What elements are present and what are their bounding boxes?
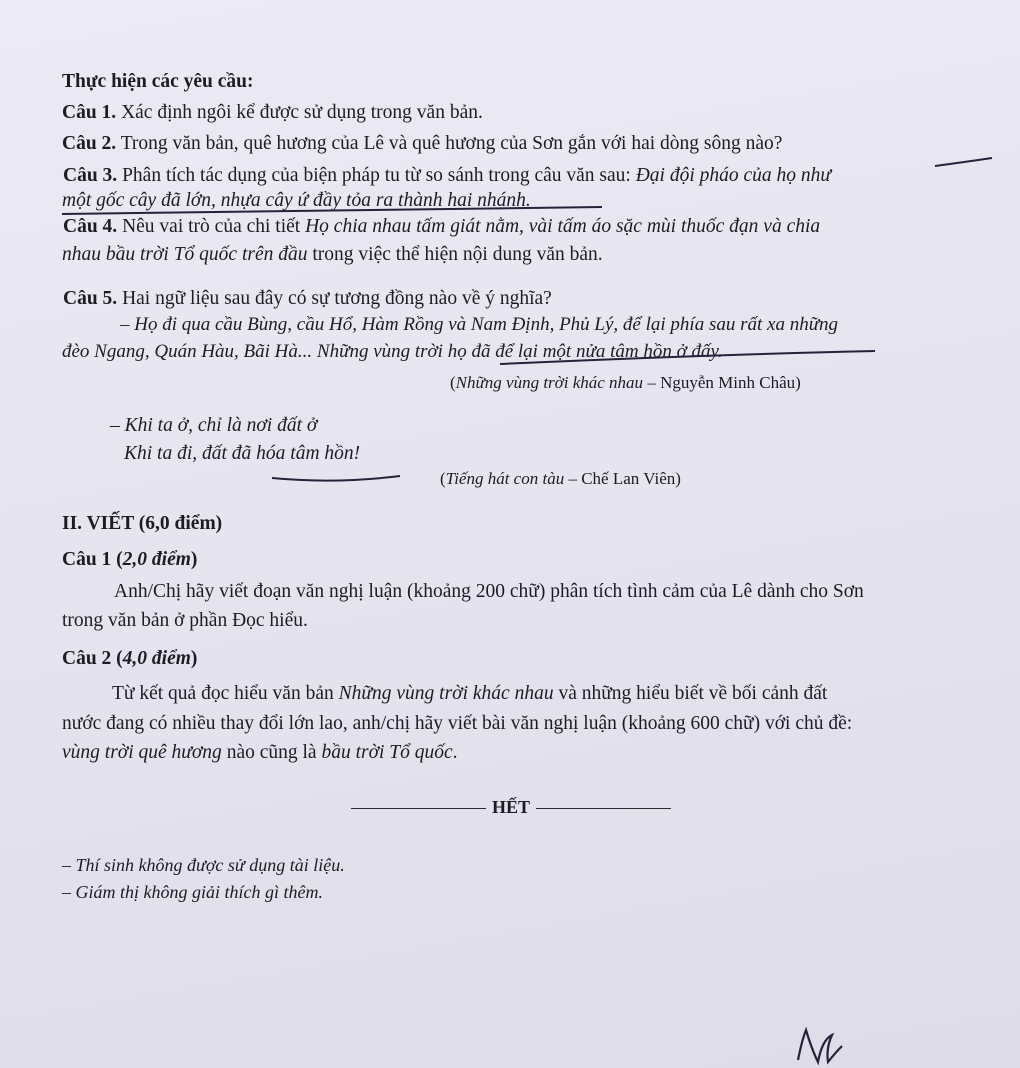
- writing-question-2-text-3: nào cũng là: [221, 742, 322, 763]
- question-4-label: Câu 4.: [63, 216, 118, 237]
- writing-question-2-topic-1: vùng trời quê hương: [62, 742, 222, 763]
- question-4-line-1: [63, 215, 820, 239]
- writing-question-2-end: .: [452, 742, 458, 763]
- excerpt-2-source: (Tiếng hát con tàu – Chế Lan Viên): [440, 469, 681, 488]
- end-marker: [345, 795, 677, 819]
- writing-question-2-line-2: nước đang có nhiều thay đổi lớn lao, anh/chị hãy viết bài văn nghị luận (khoảng 600 chữ) với chủ đề:: [62, 713, 853, 734]
- question-5: [63, 287, 552, 311]
- writing-question-2-text-1a: Từ kết quả đọc hiểu văn bản: [112, 683, 339, 704]
- excerpt-2-source-title: Tiếng hát con tàu: [445, 469, 565, 488]
- writing-question-2-heading: Câu 2 (4,0 điểm): [62, 648, 198, 669]
- instructions-heading: Thực hiện các yêu cầu:: [62, 71, 254, 92]
- question-4-text-2: trong việc thể hiện nội dung văn bản.: [307, 244, 603, 265]
- writing-question-2-text-1b: và những hiểu biết về bối cảnh đất: [553, 683, 828, 704]
- writing-question-2-line-3: [62, 741, 458, 765]
- writing-heading: II. VIẾT (6,0 điểm): [62, 513, 223, 534]
- question-1-text: Xác định ngôi kể được sử dụng trong văn bản.: [116, 102, 483, 123]
- pen-underline-excerpt-2: [272, 476, 400, 481]
- excerpt-1-line-2: đèo Ngang, Quán Hàu, Bãi Hà... Những vùng trời họ đã để lại một nửa tâm hồn ở đấy.: [62, 341, 723, 362]
- pen-underline-q3-top: [935, 158, 992, 166]
- excerpt-2-line-2: Khi ta đi, đất đã hóa tâm hồn!: [124, 443, 361, 464]
- question-2: [62, 132, 782, 156]
- footer-note-2: – Giám thị không giải thích gì thêm.: [62, 882, 323, 902]
- end-rule-left: [351, 808, 486, 809]
- writing-question-1-heading: Câu 1 (2,0 điểm): [62, 549, 198, 570]
- footer-note-1: – Thí sinh không được sử dụng tài liệu.: [62, 855, 345, 875]
- question-4-quote-2: nhau bầu trời Tổ quốc trên đầu: [62, 244, 308, 265]
- question-4-quote-1: Họ chia nhau tấm giát nằm, vài tấm áo sặc mùi thuốc đạn và chia: [305, 216, 821, 237]
- writing-question-1-points: 2,0 điểm: [122, 549, 191, 570]
- handwritten-signature: [798, 1030, 842, 1062]
- question-3-label: Câu 3.: [63, 165, 118, 186]
- writing-question-1-line-1: Anh/Chị hãy viết đoạn văn nghị luận (khoảng 200 chữ) phân tích tình cảm của Lê dành cho Sơn: [114, 581, 864, 602]
- question-1: [62, 101, 483, 125]
- writing-question-2-topic-2: bầu trời Tổ quốc: [321, 742, 453, 763]
- writing-question-2-line-1: [112, 682, 827, 706]
- excerpt-1-line-1: – Họ đi qua cầu Bùng, cầu Hổ, Hàm Rồng và Nam Định, Phủ Lý, để lại phía sau rất xa những: [120, 314, 839, 335]
- question-1-label: Câu 1.: [62, 102, 117, 123]
- question-3-line-1: [63, 164, 831, 188]
- excerpt-1-source-author: – Nguyễn Minh Châu: [643, 373, 796, 392]
- question-4-text-1: Nêu vai trò của chi tiết: [117, 216, 306, 237]
- end-marker-text: HẾT: [492, 797, 531, 817]
- question-3-quote-end: một gốc cây đã lớn, nhựa cây ứ đầy tỏa ra thành hai nhánh.: [62, 190, 531, 211]
- writing-question-2-points: 4,0 điểm: [122, 648, 191, 669]
- excerpt-2-line-1: – Khi ta ở, chỉ là nơi đất ở: [110, 415, 318, 436]
- question-5-text: Hai ngữ liệu sau đây có sự tương đồng nào về ý nghĩa?: [117, 288, 552, 309]
- question-5-label: Câu 5.: [63, 288, 118, 309]
- question-3-text: Phân tích tác dụng của biện pháp tu từ so sánh trong câu văn sau:: [117, 165, 636, 186]
- excerpt-1-source-title: Những vùng trời khác nhau: [455, 373, 644, 392]
- end-rule-right: [536, 808, 671, 809]
- excerpt-1-source: (Những vùng trời khác nhau – Nguyễn Minh Châu): [450, 373, 801, 392]
- excerpt-2-source-author: – Chế Lan Viên: [564, 469, 676, 488]
- writing-question-2-label: Câu 2 (: [62, 648, 123, 669]
- question-4-line-2: [62, 243, 603, 267]
- question-3-quote-start: Đại đội pháo của họ như: [635, 165, 832, 186]
- writing-question-1-line-2: trong văn bản ở phần Đọc hiểu.: [62, 610, 308, 631]
- writing-question-2-quote: Những vùng trời khác nhau: [338, 683, 554, 704]
- question-2-text: Trong văn bản, quê hương của Lê và quê hương của Sơn gắn với hai dòng sông nào?: [116, 133, 783, 154]
- writing-question-1-label: Câu 1 (: [62, 549, 123, 570]
- question-2-label: Câu 2.: [62, 133, 117, 154]
